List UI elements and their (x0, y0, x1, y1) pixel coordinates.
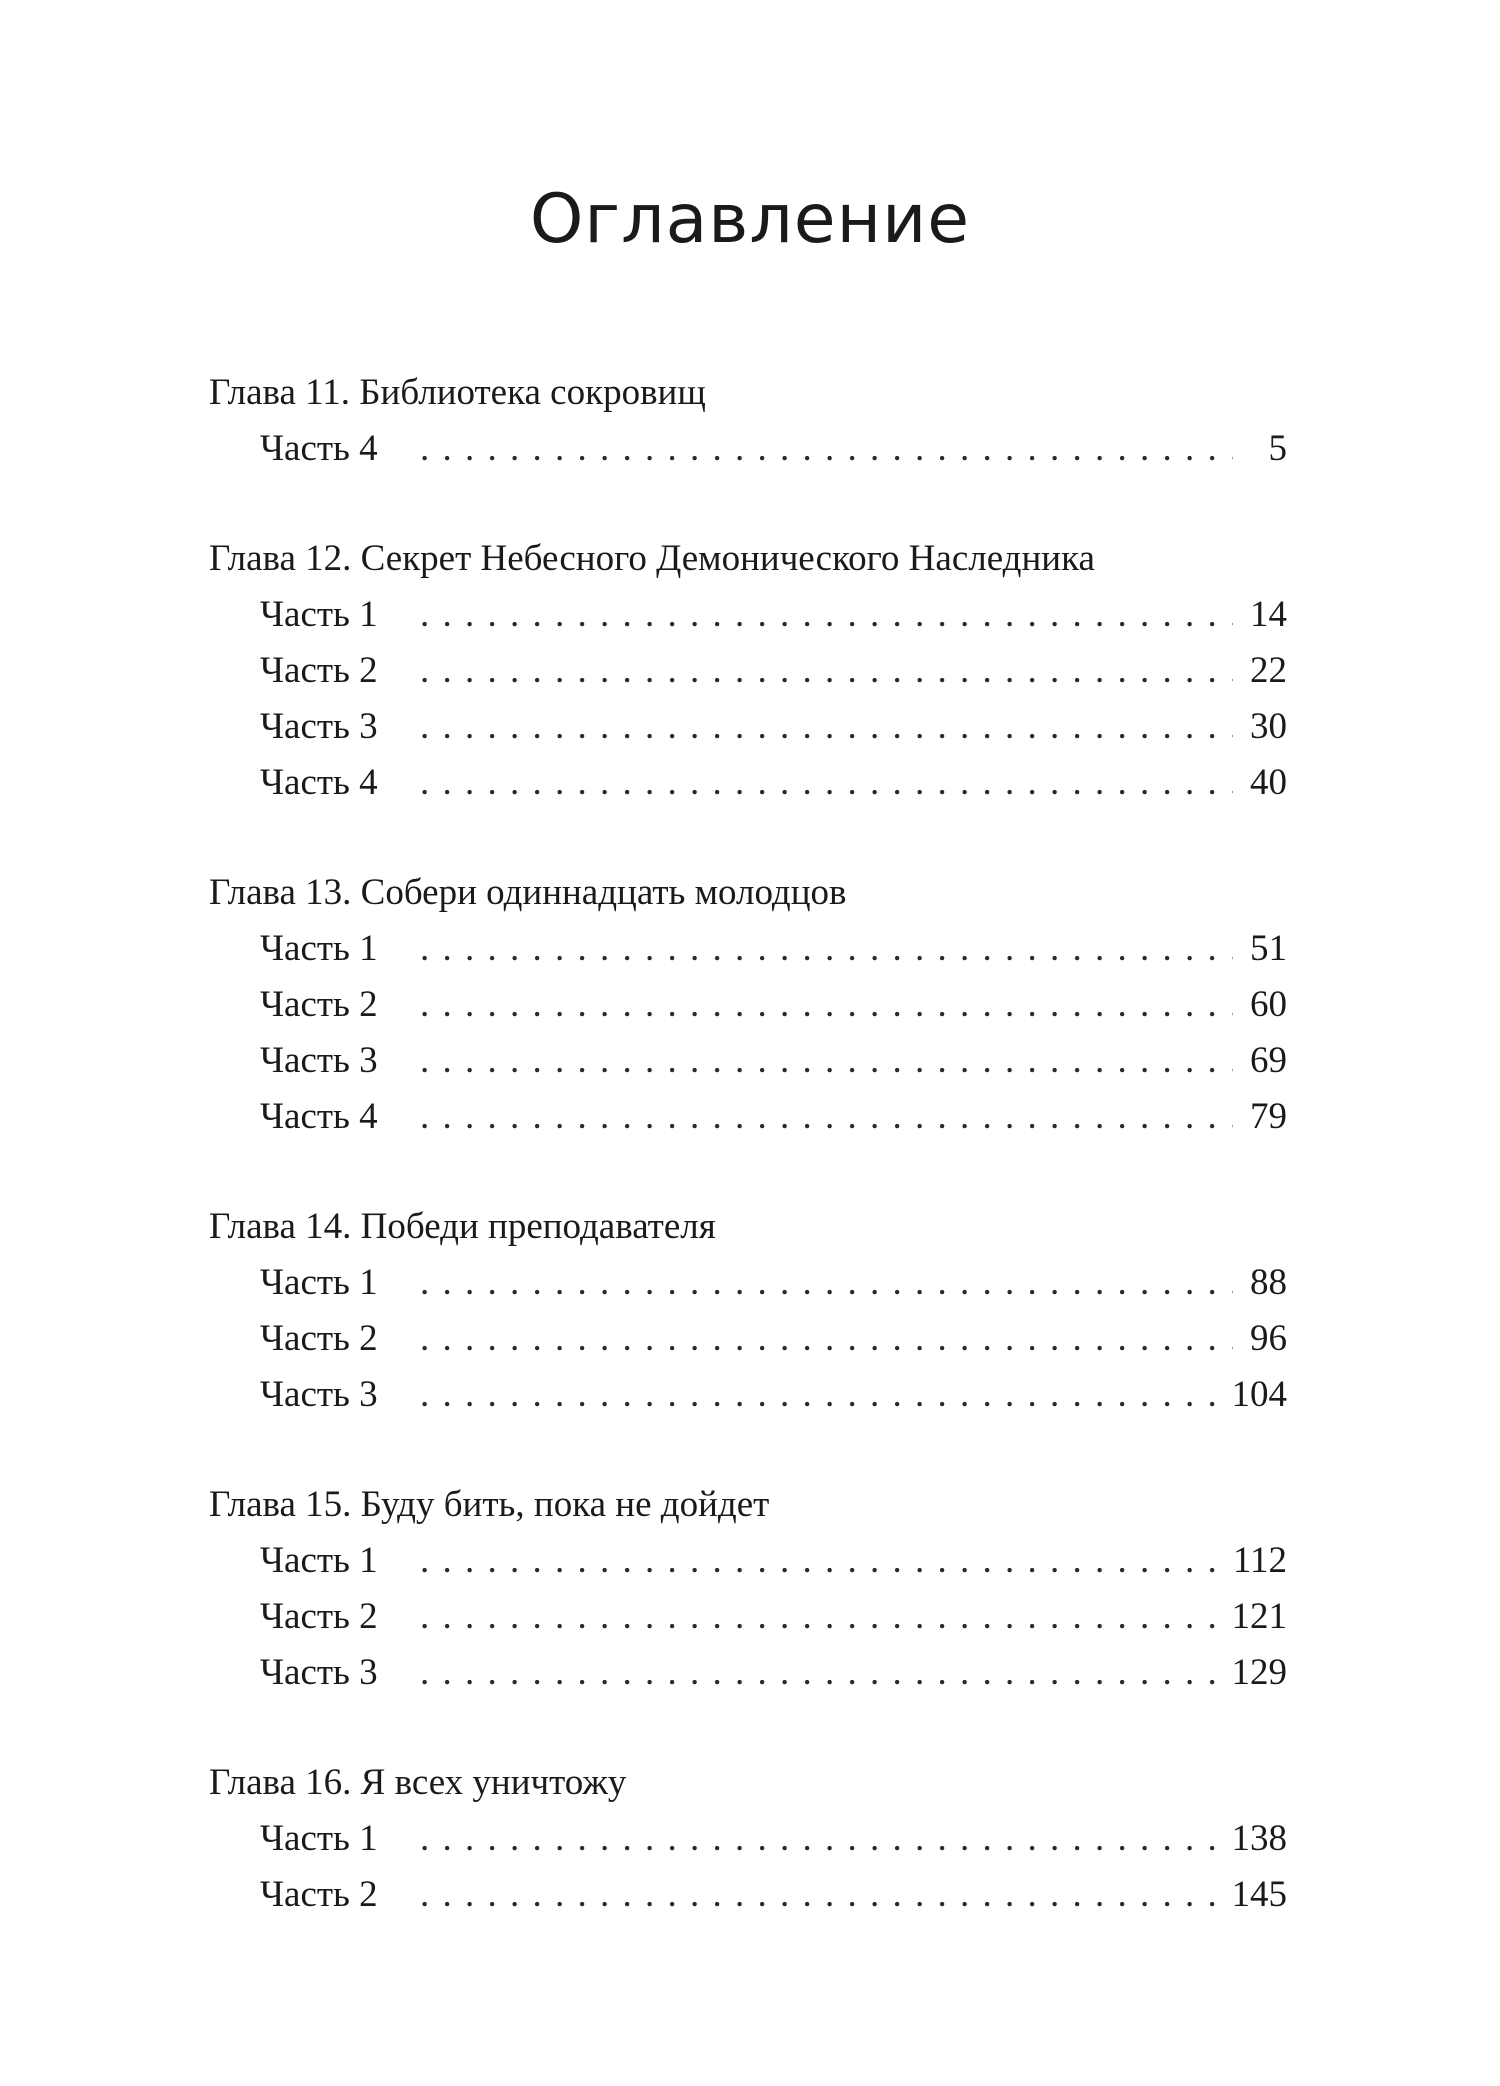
chapter-title[interactable]: Глава 11. Библиотека сокровищ (209, 372, 706, 413)
toc-entry[interactable] (209, 643, 1287, 699)
page-number: 14 (1250, 594, 1287, 635)
toc-entry[interactable] (209, 421, 1287, 477)
page-number: 88 (1250, 1262, 1287, 1303)
page-number: 121 (1231, 1596, 1287, 1637)
chapter-13 (209, 865, 1287, 1145)
toc-entry[interactable] (209, 699, 1287, 755)
toc-entry[interactable] (209, 1311, 1287, 1367)
toc-entry[interactable] (209, 1255, 1287, 1311)
part-label: Часть 3 (260, 1374, 378, 1415)
page-number: 69 (1250, 1040, 1287, 1081)
part-label: Часть 1 (260, 1818, 378, 1859)
page-number: 79 (1250, 1096, 1287, 1137)
part-label: Часть 3 (260, 706, 378, 747)
chapter-title[interactable]: Глава 13. Собери одиннадцать молодцов (209, 872, 847, 913)
chapter-14 (209, 1199, 1287, 1423)
chapter-title[interactable]: Глава 12. Секрет Небесного Демонического Наследника (209, 538, 1095, 579)
part-label: Часть 3 (260, 1652, 378, 1693)
page-number: 51 (1250, 928, 1287, 969)
toc-entry[interactable] (209, 1645, 1287, 1701)
dot-leader (420, 977, 1233, 1033)
table-of-contents (209, 365, 1287, 1977)
page-number: 112 (1232, 1540, 1287, 1581)
part-label: Часть 2 (260, 1874, 378, 1915)
part-label: Часть 2 (260, 984, 378, 1025)
page-number: 145 (1231, 1874, 1287, 1915)
part-label: Часть 1 (260, 1540, 378, 1581)
dot-leader (420, 921, 1233, 977)
toc-entry[interactable] (209, 1867, 1287, 1923)
page-number: 129 (1231, 1652, 1287, 1693)
part-label: Часть 1 (260, 1262, 378, 1303)
toc-entry[interactable] (209, 1089, 1287, 1145)
toc-entry[interactable] (209, 1033, 1287, 1089)
dot-leader (420, 1311, 1233, 1367)
chapter-16 (209, 1755, 1287, 1923)
chapter-11 (209, 365, 1287, 477)
toc-entry[interactable] (209, 1811, 1287, 1867)
dot-leader (420, 1367, 1218, 1423)
part-label: Часть 4 (260, 1096, 378, 1137)
dot-leader (420, 1533, 1219, 1589)
page-number: 60 (1250, 984, 1287, 1025)
dot-leader (420, 699, 1233, 755)
part-label: Часть 2 (260, 1596, 378, 1637)
dot-leader (420, 643, 1233, 699)
part-label: Часть 4 (260, 762, 378, 803)
dot-leader (420, 1867, 1218, 1923)
part-label: Часть 2 (260, 650, 378, 691)
part-label: Часть 2 (260, 1318, 378, 1359)
dot-leader (420, 421, 1233, 477)
toc-entry[interactable] (209, 1589, 1287, 1645)
dot-leader (420, 1033, 1233, 1089)
dot-leader (420, 1811, 1218, 1867)
part-label: Часть 3 (260, 1040, 378, 1081)
dot-leader (420, 1089, 1233, 1145)
dot-leader (420, 1589, 1218, 1645)
page-number: 96 (1250, 1318, 1287, 1359)
toc-entry[interactable] (209, 1533, 1287, 1589)
toc-entry[interactable] (209, 921, 1287, 977)
page-title: Оглавление (529, 180, 971, 259)
page-number: 5 (1268, 428, 1287, 469)
dot-leader (420, 755, 1233, 811)
chapter-12 (209, 531, 1287, 811)
page-number: 30 (1250, 706, 1287, 747)
page-number: 104 (1231, 1374, 1287, 1415)
dot-leader (420, 1645, 1218, 1701)
page-number: 40 (1250, 762, 1287, 803)
chapter-15 (209, 1477, 1287, 1701)
toc-entry[interactable] (209, 977, 1287, 1033)
toc-entry[interactable] (209, 587, 1287, 643)
page-number: 138 (1231, 1818, 1287, 1859)
part-label: Часть 1 (260, 928, 378, 969)
toc-entry[interactable] (209, 755, 1287, 811)
part-label: Часть 1 (260, 594, 378, 635)
part-label: Часть 4 (260, 428, 378, 469)
toc-entry[interactable] (209, 1367, 1287, 1423)
page-number: 22 (1250, 650, 1287, 691)
chapter-title[interactable]: Глава 14. Победи преподавателя (209, 1206, 716, 1247)
chapter-title[interactable]: Глава 16. Я всех уничтожу (209, 1762, 627, 1803)
dot-leader (420, 587, 1233, 643)
dot-leader (420, 1255, 1233, 1311)
chapter-title[interactable]: Глава 15. Буду бить, пока не дойдет (209, 1484, 770, 1525)
